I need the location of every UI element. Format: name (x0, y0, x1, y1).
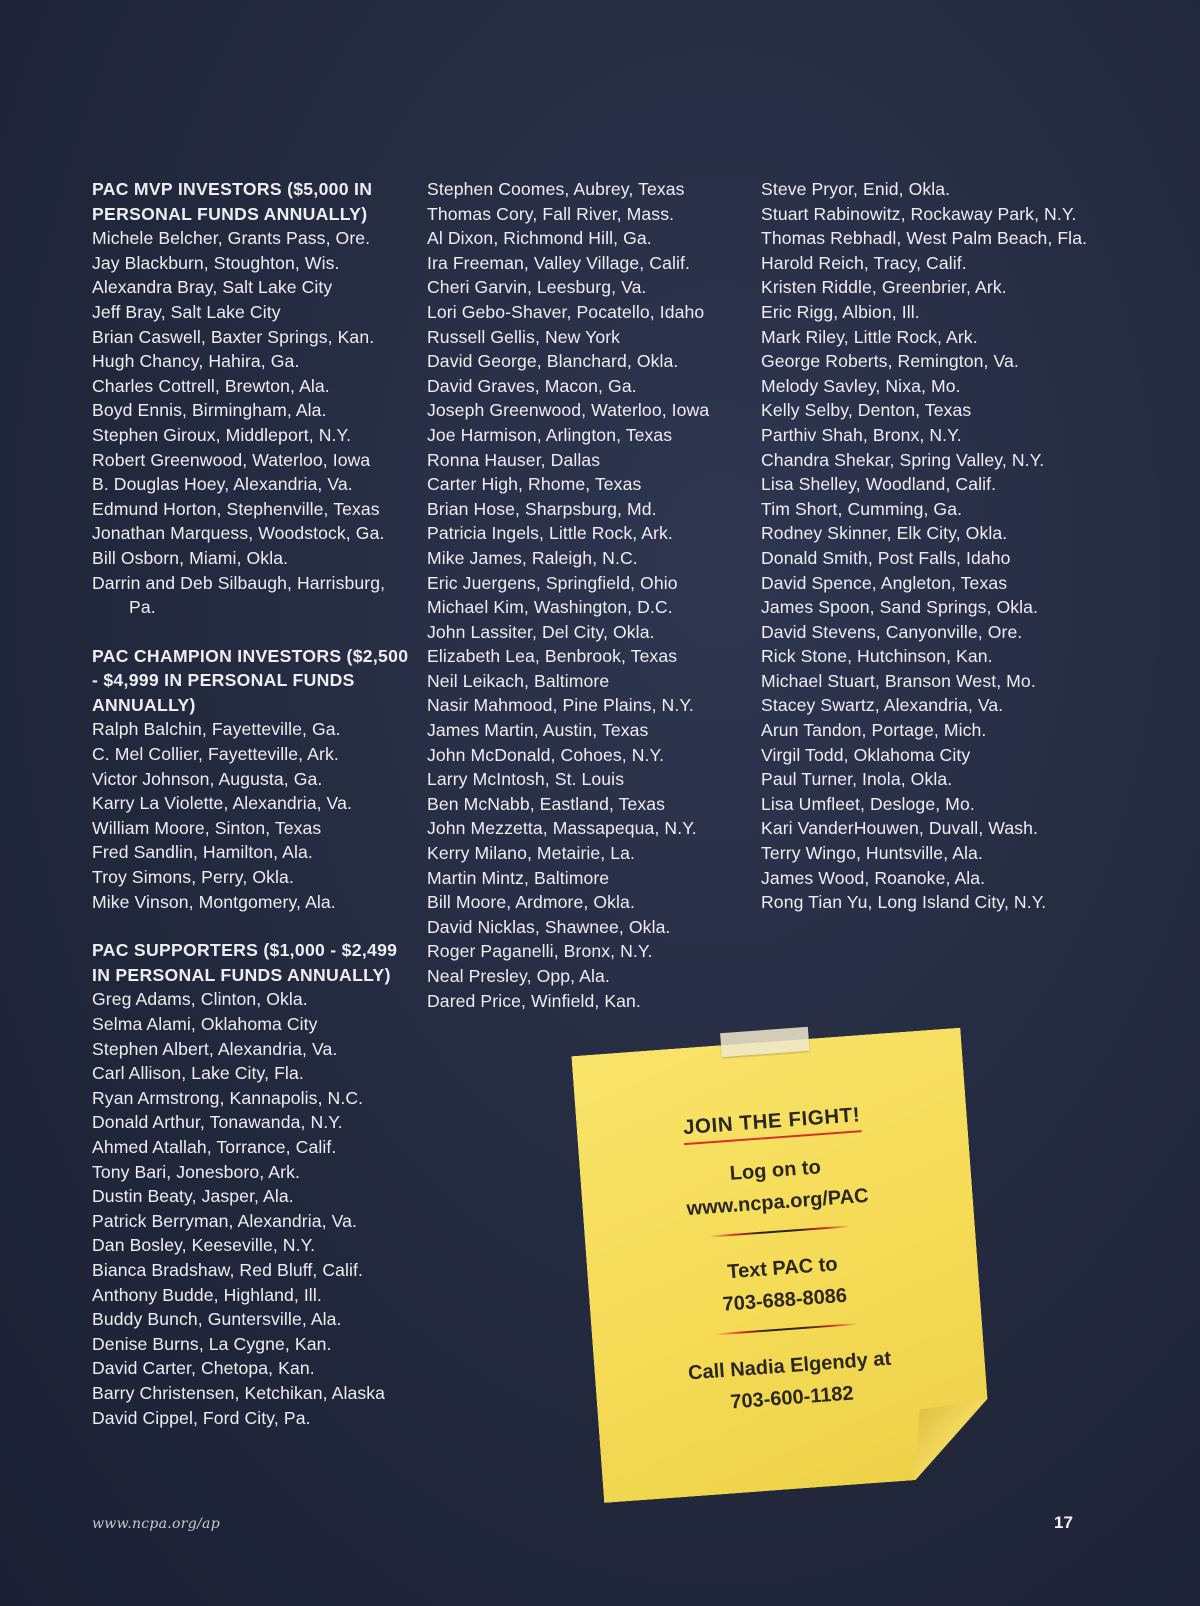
donor-entry: Larry McIntosh, St. Louis (427, 769, 625, 790)
donor-entry: Carter High, Rhome, Texas (427, 474, 642, 495)
donor-entry: Mark Riley, Little Rock, Ark. (761, 326, 978, 347)
donor-entry: Nasir Mahmood, Pine Plains, N.Y. (427, 695, 694, 716)
donor-entry: Elizabeth Lea, Benbrook, Texas (427, 646, 678, 667)
donor-entry: George Roberts, Remington, Va. (761, 351, 1019, 372)
donor-entry: David Spence, Angleton, Texas (761, 572, 1008, 593)
donor-entry: Ralph Balchin, Fayetteville, Ga. (92, 719, 341, 740)
note-divider (716, 1323, 858, 1335)
donor-entry: Ira Freeman, Valley Village, Calif. (427, 252, 690, 273)
donor-entry: Selma Alami, Oklahoma City (92, 1014, 318, 1034)
donor-entry: Rong Tian Yu, Long Island City, N.Y. (761, 892, 1047, 913)
donor-entry: Thomas Rebhadl, West Palm Beach, Fla. (761, 228, 1088, 249)
donor-entry: Kelly Selby, Denton, Texas (761, 400, 972, 421)
donor-section (761, 177, 1091, 915)
donor-entry: Dustin Beaty, Jasper, Ala. (92, 1186, 294, 1207)
donor-entry: Bill Osborn, Miami, Okla. (92, 547, 289, 568)
call-line-1: Call Nadia Elgendy at (687, 1347, 892, 1385)
donor-entry: Ahmed Atallah, Torrance, Calif. (92, 1136, 337, 1157)
donor-entry: David Stevens, Canyonville, Ore. (761, 621, 1023, 642)
donor-entry: Terry Wingo, Huntsville, Ala. (761, 843, 983, 864)
column-2 (427, 177, 747, 1013)
donor-entry: Bill Moore, Ardmore, Okla. (427, 892, 635, 913)
donor-entry: Donald Smith, Post Falls, Idaho (761, 547, 1011, 568)
donor-entry: Denise Burns, La Cygne, Kan. (92, 1333, 332, 1354)
donor-entry: Stuart Rabinowitz, Rockaway Park, N.Y. (761, 203, 1077, 224)
donor-entry: Michael Kim, Washington, D.C. (427, 597, 673, 618)
donor-entry: Rodney Skinner, Elk City, Okla. (761, 523, 1008, 544)
donor-entry: Patricia Ingels, Little Rock, Ark. (427, 523, 673, 544)
donor-section (427, 177, 747, 1013)
footer-url[interactable]: www.ncpa.org/ap (92, 1516, 220, 1532)
donor-entry: Joseph Greenwood, Waterloo, Iowa (427, 400, 710, 421)
donor-entry: Kristen Riddle, Greenbrier, Ark. (761, 277, 1007, 298)
donor-entry: Dared Price, Winfield, Kan. (427, 990, 641, 1011)
donor-entry: Ben McNabb, Eastland, Texas (427, 793, 666, 814)
donor-entry: Karry La Violette, Alexandria, Va. (92, 793, 352, 814)
donor-entry: Brian Hose, Sharpsburg, Md. (427, 498, 657, 519)
donor-entry: Cheri Garvin, Leesburg, Va. (427, 277, 647, 298)
text-line-1: Text PAC to (726, 1253, 839, 1284)
donor-entry: Stacey Swartz, Alexandria, Va. (761, 695, 1004, 716)
donor-entry: Lori Gebo-Shaver, Pocatello, Idaho (427, 301, 705, 322)
note-divider (709, 1225, 851, 1237)
donor-entry: Darrin and Deb Silbaugh, Harrisburg, Pa. (92, 572, 386, 618)
donor-entry: Carl Allison, Lake City, Fla. (92, 1063, 304, 1084)
donor-entry: David Cippel, Ford City, Pa. (92, 1407, 311, 1428)
sticky-note (571, 1025, 1029, 1525)
donor-entry: Brian Caswell, Baxter Springs, Kan. (92, 326, 375, 347)
donor-entry: Eric Juergens, Springfield, Ohio (427, 572, 678, 593)
donor-entry: Ryan Armstrong, Kannapolis, N.C. (92, 1087, 364, 1108)
donor-entry: Boyd Ennis, Birmingham, Ala. (92, 400, 327, 421)
donor-entry: John Lassiter, Del City, Okla. (427, 621, 655, 642)
donor-entry: James Spoon, Sand Springs, Okla. (761, 597, 1039, 618)
donor-entry: Edmund Horton, Stephenville, Texas (92, 498, 380, 519)
donor-entry: Virgil Todd, Oklahoma City (761, 744, 971, 765)
donor-entry: Neil Leikach, Baltimore (427, 670, 610, 691)
donor-entry: Tim Short, Cumming, Ga. (761, 498, 963, 519)
donor-entry: Joe Harmison, Arlington, Texas (427, 424, 673, 445)
donor-entry: Jay Blackburn, Stoughton, Wis. (92, 252, 340, 273)
web-line-1: Log on to (729, 1156, 822, 1185)
page-curl (910, 1399, 993, 1481)
donor-entry: Lisa Umfleet, Desloge, Mo. (761, 793, 975, 814)
donor-entry: Mike James, Raleigh, N.C. (427, 547, 638, 568)
donor-entry: Patrick Berryman, Alexandria, Va. (92, 1210, 358, 1231)
donor-entry: Fred Sandlin, Hamilton, Ala. (92, 842, 313, 863)
donor-entry: Rick Stone, Hutchinson, Kan. (761, 646, 993, 667)
donor-section (92, 644, 412, 915)
donor-entry: Martin Mintz, Baltimore (427, 867, 610, 888)
donor-entry: Jeff Bray, Salt Lake City (92, 301, 281, 322)
column-1 (92, 177, 412, 1430)
donor-entry: Michele Belcher, Grants Pass, Ore. (92, 228, 371, 249)
donor-entry: Stephen Giroux, Middleport, N.Y. (92, 424, 352, 445)
donor-entry: Robert Greenwood, Waterloo, Iowa (92, 449, 371, 470)
donor-entry: Donald Arthur, Tonawanda, N.Y. (92, 1112, 343, 1133)
donor-entry: John McDonald, Cohoes, N.Y. (427, 744, 665, 765)
donor-entry: Hugh Chancy, Hahira, Ga. (92, 351, 300, 372)
donor-entry: Ronna Hauser, Dallas (427, 449, 601, 470)
column-3 (761, 177, 1091, 915)
text-number: 703-688-8086 (721, 1284, 848, 1316)
donor-entry: Victor Johnson, Augusta, Ga. (92, 768, 323, 789)
donor-entry: Eric Rigg, Albion, Ill. (761, 301, 920, 322)
donor-entry: John Mezzetta, Massapequa, N.Y. (427, 818, 697, 839)
donor-entry: David Carter, Chetopa, Kan. (92, 1358, 315, 1379)
donor-entry: Arun Tandon, Portage, Mich. (761, 720, 987, 741)
section-heading: PAC MVP INVESTORS ($5,000 IN PERSONAL FUNDS ANNUALLY) (92, 179, 373, 224)
note-title: JOIN THE FIGHT! (682, 1103, 861, 1145)
donor-entry: Bianca Bradshaw, Red Bluff, Calif. (92, 1259, 364, 1280)
donor-entry: Greg Adams, Clinton, Okla. (92, 989, 308, 1010)
donor-entry: Thomas Cory, Fall River, Mass. (427, 203, 675, 224)
donor-entry: Harold Reich, Tracy, Calif. (761, 252, 967, 273)
donor-entry: Michael Stuart, Branson West, Mo. (761, 670, 1036, 691)
call-number: 703-600-1182 (729, 1382, 855, 1414)
donor-entry: Chandra Shekar, Spring Valley, N.Y. (761, 449, 1045, 470)
donor-entry: Lisa Shelley, Woodland, Calif. (761, 474, 997, 495)
donor-entry: Barry Christensen, Ketchikan, Alaska (92, 1382, 386, 1403)
web-instructions (580, 1140, 974, 1232)
donor-entry: David George, Blanchard, Okla. (427, 351, 679, 372)
donor-entry: James Wood, Roanoke, Ala. (761, 867, 986, 888)
donor-entry: Kerry Milano, Metairie, La. (427, 843, 636, 864)
donor-entry: Paul Turner, Inola, Okla. (761, 769, 953, 790)
donor-entry: Steve Pryor, Enid, Okla. (761, 179, 951, 199)
donor-entry: B. Douglas Hoey, Alexandria, Va. (92, 474, 353, 495)
donor-section (92, 938, 412, 1430)
donor-entry: David Graves, Macon, Ga. (427, 375, 637, 396)
donor-entry: Tony Bari, Jonesboro, Ark. (92, 1161, 300, 1182)
donor-entry: James Martin, Austin, Texas (427, 720, 649, 741)
donor-entry: Neal Presley, Opp, Ala. (427, 966, 610, 986)
donor-entry: Roger Paganelli, Bronx, N.Y. (427, 941, 653, 962)
donor-entry: Al Dixon, Richmond Hill, Ga. (427, 228, 652, 249)
text-instructions (587, 1238, 981, 1330)
donor-entry: Troy Simons, Perry, Okla. (92, 867, 294, 888)
donor-entry: Stephen Coomes, Aubrey, Texas (427, 179, 685, 199)
donor-entry: William Moore, Sinton, Texas (92, 817, 322, 838)
donor-entry: Kari VanderHouwen, Duvall, Wash. (761, 818, 1039, 839)
donor-entry: Melody Savley, Nixa, Mo. (761, 375, 961, 396)
donor-section (92, 177, 412, 620)
donor-entry: Buddy Bunch, Guntersville, Ala. (92, 1309, 342, 1330)
donor-entry: Parthiv Shah, Bronx, N.Y. (761, 424, 962, 445)
donor-entry: Stephen Albert, Alexandria, Va. (92, 1038, 338, 1059)
web-link[interactable]: www.ncpa.org/PAC (685, 1184, 870, 1221)
donor-entry: Mike Vinson, Montgomery, Ala. (92, 891, 336, 912)
donor-entry: Charles Cottrell, Brewton, Ala. (92, 375, 330, 396)
section-heading: PAC SUPPORTERS ($1,000 - $2,499 IN PERSONAL FUNDS ANNUALLY) (92, 940, 398, 985)
donor-entry: Dan Bosley, Keeseville, N.Y. (92, 1235, 316, 1256)
donor-entry: David Nicklas, Shawnee, Okla. (427, 916, 671, 937)
sticky-note-content (576, 1095, 987, 1428)
donor-entry: Russell Gellis, New York (427, 326, 621, 347)
donor-entry: Alexandra Bray, Salt Lake City (92, 277, 333, 298)
section-heading: PAC CHAMPION INVESTORS ($2,500 - $4,999 IN PERSONAL FUNDS ANNUALLY) (92, 645, 409, 715)
donor-entry: Jonathan Marquess, Woodstock, Ga. (92, 523, 385, 544)
donor-entry: Anthony Budde, Highland, Ill. (92, 1284, 322, 1305)
donor-entry: C. Mel Collier, Fayetteville, Ark. (92, 744, 339, 765)
page-number: 17 (1054, 1513, 1073, 1532)
